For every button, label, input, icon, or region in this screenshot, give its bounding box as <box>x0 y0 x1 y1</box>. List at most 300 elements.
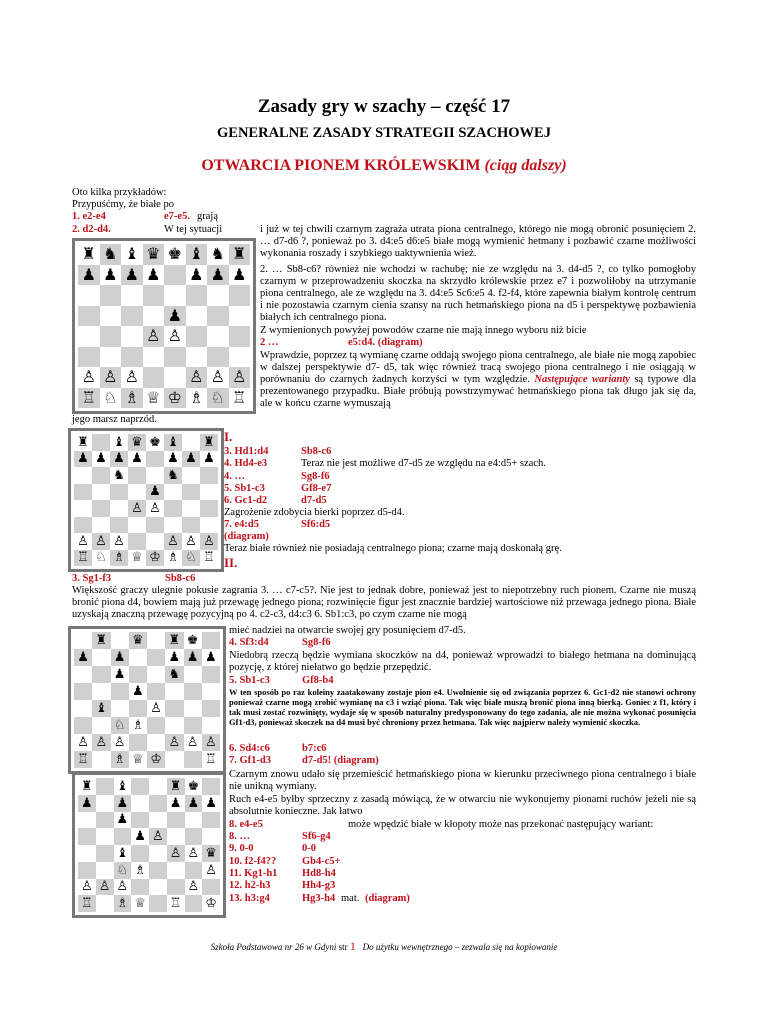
board-square <box>100 326 122 347</box>
white-pawn-icon: ♙ <box>81 367 96 387</box>
variant-2-line-black: Hg3-h4 <box>302 892 336 904</box>
white-pawn-icon: ♙ <box>77 735 89 750</box>
white-pawn-icon: ♙ <box>205 862 217 878</box>
board-square <box>78 879 96 896</box>
black-bishop-icon: ♝ <box>167 434 179 450</box>
board-square <box>167 778 185 795</box>
variant-2-line-white: 8. … <box>229 831 250 842</box>
black-bishop-icon: ♝ <box>116 845 129 861</box>
board-square <box>128 550 146 567</box>
board-square <box>186 265 208 286</box>
board-square <box>149 778 167 795</box>
white-pawn-icon: ♙ <box>116 879 129 895</box>
board-square <box>167 795 185 812</box>
white-pawn-icon: ♙ <box>232 367 247 387</box>
board-square <box>165 666 183 683</box>
white-queen-icon: ♕ <box>132 752 144 767</box>
board-square <box>167 845 185 862</box>
board-square <box>182 533 200 550</box>
black-king-icon: ♚ <box>187 778 200 794</box>
board-square <box>207 326 229 347</box>
board-square <box>111 649 129 666</box>
board-square <box>143 347 165 368</box>
board-square <box>114 828 132 845</box>
board-square <box>110 550 128 567</box>
variant-2-line-row <box>229 867 336 880</box>
board-square <box>202 895 220 912</box>
white-pawn-icon: ♙ <box>187 845 200 861</box>
board-square <box>184 649 202 666</box>
board-square <box>164 388 186 409</box>
white-king-icon: ♔ <box>150 752 162 767</box>
board-square <box>92 533 110 550</box>
white-pawn-icon: ♙ <box>146 326 161 346</box>
board-square <box>111 632 129 649</box>
variant-1-move-row <box>224 470 330 483</box>
board-square <box>121 306 143 327</box>
variant-2-line-row <box>229 880 336 892</box>
board-square <box>74 451 92 468</box>
board-square <box>149 862 167 879</box>
board-square <box>167 879 185 896</box>
white-pawn-icon: ♙ <box>113 735 126 750</box>
board-square <box>78 326 100 347</box>
board-square <box>164 517 182 534</box>
board-square <box>78 347 100 368</box>
board-square <box>74 550 92 567</box>
black-pawn-icon: ♟ <box>168 650 181 665</box>
board-square <box>92 451 110 468</box>
board-square <box>146 500 164 517</box>
black-rook-icon: ♜ <box>169 778 182 794</box>
board-square <box>207 285 229 306</box>
board-square <box>167 812 185 829</box>
board-square <box>100 244 122 265</box>
board-square <box>96 778 114 795</box>
variant-2-line-white: 12. h2-h3 <box>229 880 271 892</box>
board-square <box>229 244 251 265</box>
variant-2-p8: Ruch e4-e5 byłby sprzeczny z zasadą mówiącą, że w otwarciu nie wykonujemy pionami ruchów jeżeli nie są absolutnie konieczne. Jak łatwo <box>229 794 696 817</box>
move-1 <box>72 211 218 223</box>
variant-2-paragraph-end: mieć nadziei na otwarcie swojej gry posunięciem d7-d5. <box>229 625 466 636</box>
board-square <box>100 388 122 409</box>
black-pawn-icon: ♟ <box>113 451 125 467</box>
board-square <box>143 326 165 347</box>
black-bishop-icon: ♝ <box>124 244 139 264</box>
board-square <box>200 533 218 550</box>
board-square <box>164 306 186 327</box>
board-square <box>100 306 122 327</box>
variant-2-line-row <box>229 892 410 905</box>
chess-diagram-4 <box>72 772 226 918</box>
board-square <box>146 533 164 550</box>
board-square <box>111 734 129 751</box>
variant-2-move-4-black: Sg8-f6 <box>302 637 331 648</box>
board-square <box>186 326 208 347</box>
white-pawn-icon: ♙ <box>203 533 215 549</box>
board-square <box>185 879 203 896</box>
board-square <box>149 895 167 912</box>
variant-1-move-row <box>224 446 332 458</box>
board-square <box>129 666 147 683</box>
page-footer <box>0 940 768 953</box>
board-square <box>131 895 149 912</box>
board-square <box>111 700 129 717</box>
board-square <box>202 751 220 768</box>
board-square <box>184 666 202 683</box>
board-square <box>110 500 128 517</box>
board-square <box>131 778 149 795</box>
white-pawn-icon: ♙ <box>149 500 161 516</box>
white-bishop-icon: ♗ <box>167 550 179 566</box>
board-square <box>96 795 114 812</box>
variant-1-move-7 <box>224 519 331 531</box>
white-pawn-icon: ♙ <box>189 367 204 387</box>
variant-1-move-white: 3. Hd1:d4 <box>224 446 269 457</box>
black-pawn-icon: ♟ <box>187 795 200 811</box>
board-square <box>74 500 92 517</box>
board-square <box>128 484 146 501</box>
board-square <box>207 265 229 286</box>
black-pawn-icon: ♟ <box>149 484 161 500</box>
board-square <box>164 550 182 567</box>
board-square <box>74 632 92 649</box>
variant-2-label: II. <box>224 555 238 570</box>
board-square <box>74 700 92 717</box>
board-square <box>78 795 96 812</box>
chess-diagram-1 <box>72 238 256 414</box>
paragraph-1: i już w tej chwili czarnym zagraża utrata piona centralnego, którego nie mogą obronić posunięciem 2. … d7-d6 ?, ponieważ po 3. d4:e5 d6:e5 białe mogą wymienić hetmany i pozbawić czarne możliwości wykonania roszady i szybkiego uaktywnienia wież. <box>260 224 696 259</box>
variant-2-line-black: Hh4-g3 <box>302 880 336 892</box>
board-square <box>146 517 164 534</box>
variant-1-label: I. <box>224 429 233 444</box>
board-square <box>121 285 143 306</box>
board-square <box>229 306 251 327</box>
board-square <box>100 285 122 306</box>
black-pawn-icon: ♟ <box>77 451 89 467</box>
board-square <box>147 751 165 768</box>
board-square <box>186 244 208 265</box>
move-2b-white: 2 … <box>260 337 279 348</box>
board-square <box>114 862 132 879</box>
board-square <box>74 533 92 550</box>
board-square <box>121 347 143 368</box>
board-square <box>200 517 218 534</box>
board-square <box>96 812 114 829</box>
black-pawn-icon: ♟ <box>189 264 204 284</box>
black-rook-icon: ♜ <box>232 244 247 264</box>
board-square <box>131 862 149 879</box>
paragraph-4-last: jego marsz naprzód. <box>72 414 157 425</box>
black-pawn-icon: ♟ <box>81 795 93 811</box>
board-square <box>131 828 149 845</box>
black-queen-icon: ♛ <box>131 434 143 450</box>
board-square <box>129 649 147 666</box>
white-pawn-icon: ♙ <box>150 701 162 716</box>
board-square <box>164 367 186 388</box>
footer-page-number: 1 <box>349 939 356 953</box>
board-square <box>147 649 165 666</box>
board-square <box>131 879 149 896</box>
board-square <box>100 347 122 368</box>
white-pawn-icon: ♙ <box>167 533 179 549</box>
board-square <box>229 347 251 368</box>
white-pawn-icon: ♙ <box>187 879 200 895</box>
white-bishop-icon: ♗ <box>132 718 144 733</box>
board-square <box>110 533 128 550</box>
board-square <box>186 347 208 368</box>
variant-2-move-3-black: Sb8-c6 <box>165 573 196 584</box>
move-1-black: e7-e5. <box>164 211 190 222</box>
white-pawn-icon: ♙ <box>131 500 143 516</box>
board-square <box>184 751 202 768</box>
variant-1-move-white: 5. Sb1-c3 <box>224 482 265 494</box>
board-square <box>128 451 146 468</box>
board-square <box>202 666 220 683</box>
paragraph-3: Z wymienionych powyżej powodów czarne nie mają innego wyboru niż bicie <box>260 325 587 336</box>
board-square <box>207 388 229 409</box>
board-square <box>92 649 110 666</box>
board-square <box>114 895 132 912</box>
variant-2-move-5-black: Gf8-b4 <box>302 675 334 686</box>
board-square <box>182 434 200 451</box>
board-square <box>202 683 220 700</box>
board-square <box>78 828 96 845</box>
black-pawn-icon: ♟ <box>185 451 197 467</box>
board-square <box>129 700 147 717</box>
white-pawn-icon: ♙ <box>210 367 225 387</box>
variant-1-move-black: d7-d5 <box>301 495 327 507</box>
board-square <box>143 244 165 265</box>
variant-2-move-6-white: 6. Sd4:c6 <box>229 743 270 754</box>
board-square <box>182 484 200 501</box>
board-square <box>202 795 220 812</box>
move-1-white: 1. e2-e4 <box>72 211 106 222</box>
black-pawn-icon: ♟ <box>232 264 247 284</box>
board-square <box>121 388 143 409</box>
variant-2-line-tail: mat. <box>341 892 360 904</box>
white-knight-icon: ♘ <box>116 862 129 878</box>
board-square <box>143 265 165 286</box>
board-square <box>78 862 96 879</box>
white-pawn-icon: ♙ <box>81 879 93 895</box>
board-square <box>131 845 149 862</box>
board-square <box>164 285 186 306</box>
board-square <box>182 467 200 484</box>
board-square <box>202 812 220 829</box>
paragraph-4-main: Wprawdzie, poprzez tą wymianę czarne oddają swojego piona centralnego, ale białe nie mogą zapobiec w dalszej perspektywie d7- d5, tak więc również tracą swojego piona centralnego i nie osiągają w porównaniu do czarnych żadnych korzyści w tym względzie. <box>260 350 696 385</box>
board-square <box>110 517 128 534</box>
board-square <box>147 717 165 734</box>
board-square <box>74 751 92 768</box>
white-knight-icon: ♘ <box>185 550 197 566</box>
white-rook-icon: ♖ <box>77 550 89 566</box>
section-title-main: OTWARCIA PIONEM KRÓLEWSKIM <box>201 157 481 174</box>
board-square <box>92 683 110 700</box>
board-square <box>229 388 251 409</box>
board-square <box>114 845 132 862</box>
board-square <box>202 778 220 795</box>
white-pawn-icon: ♙ <box>152 829 164 845</box>
board-square <box>92 434 110 451</box>
board-square <box>78 306 100 327</box>
board-square <box>165 717 183 734</box>
chess-diagram-3 <box>68 626 226 774</box>
variant-1-note: Zagrożenie zdobycia bierki poprzez d5-d4. <box>224 507 405 518</box>
black-pawn-icon: ♟ <box>116 795 129 811</box>
board-square <box>92 467 110 484</box>
black-pawn-icon: ♟ <box>167 451 179 467</box>
variant-2-line-black: 0-0 <box>302 843 316 855</box>
black-pawn-icon: ♟ <box>169 795 182 811</box>
board-square <box>184 700 202 717</box>
board-square <box>121 265 143 286</box>
black-pawn-icon: ♟ <box>210 264 225 284</box>
white-rook-icon: ♖ <box>203 550 215 566</box>
black-pawn-icon: ♟ <box>167 305 182 325</box>
board-square <box>149 795 167 812</box>
white-rook-icon: ♖ <box>169 896 182 912</box>
paragraph-4-red: Następujące warianty <box>534 374 630 385</box>
variant-2-line-black: Hd8-h4 <box>302 867 336 879</box>
black-rook-icon: ♜ <box>81 778 93 794</box>
move-2-white: 2. d2-d4. <box>72 224 111 235</box>
board-square <box>202 717 220 734</box>
white-king-icon: ♔ <box>149 550 161 566</box>
board-square <box>200 484 218 501</box>
board-square <box>149 879 167 896</box>
white-rook-icon: ♖ <box>77 752 89 767</box>
board-square <box>165 683 183 700</box>
board-square <box>202 845 220 862</box>
board-square <box>202 700 220 717</box>
variant-1-move-black: Gf8-e7 <box>301 482 332 494</box>
footer-str: str <box>338 942 348 952</box>
board-square <box>184 683 202 700</box>
black-rook-icon: ♜ <box>77 434 89 450</box>
black-pawn-icon: ♟ <box>77 650 89 665</box>
variant-2-move-6 <box>229 743 327 755</box>
board-square <box>185 778 203 795</box>
board-square <box>74 666 92 683</box>
section-title <box>0 156 768 176</box>
board-square <box>78 778 96 795</box>
white-bishop-icon: ♗ <box>116 896 129 912</box>
paragraph-2: 2. … Sb8-c6? również nie wchodzi w rachubę; nie ze względu na 3. d4-d5 ?, co tylko pomogłoby czarnym w przeprowadzeniu skoczka na skrzydło królewskie przez e7 i pozwoliłoby na utrzymanie piona centralnego, ale ze względu na 3. d4:e5 Sc6:e5 4. f2-f4, które zapewnia białym kontrolę centrum i nie pozostawia czarnym cienia szansy na ruch hetmańskiego piona na d5 i perspektywę pozbawienia białych ich centralnego piona. <box>260 264 696 323</box>
black-king-icon: ♚ <box>167 244 182 264</box>
board-square <box>149 812 167 829</box>
board-square <box>111 751 129 768</box>
board-square <box>121 326 143 347</box>
page-title: Zasady gry w szachy – część 17 <box>257 96 511 117</box>
variant-2-move-8-white: 8. e4-e5 <box>229 819 263 830</box>
white-knight-icon: ♘ <box>113 718 126 733</box>
board-square <box>164 533 182 550</box>
white-rook-icon: ♖ <box>81 896 93 912</box>
board-square <box>78 285 100 306</box>
board-square <box>96 895 114 912</box>
board-square <box>78 845 96 862</box>
board-square <box>131 795 149 812</box>
variant-2-move-4-white: 4. Sf3:d4 <box>229 637 269 648</box>
variant-2-move-8-text: może wpędzić białe w kłopoty może nas przekonać następujący wariant: <box>348 819 654 830</box>
board-square <box>92 632 110 649</box>
board-square <box>147 666 165 683</box>
board-square <box>146 451 164 468</box>
board-square <box>129 734 147 751</box>
black-pawn-icon: ♟ <box>116 812 129 828</box>
board-square <box>202 828 220 845</box>
white-rook-icon: ♖ <box>205 752 217 767</box>
variant-2-move-7-black: d7-d5! (diagram) <box>302 755 379 766</box>
white-pawn-icon: ♙ <box>95 735 108 750</box>
board-square <box>110 434 128 451</box>
board-square <box>149 845 167 862</box>
variant-2-move-6-black: b7:c6 <box>302 743 327 754</box>
board-square <box>185 895 203 912</box>
variant-2-move-8 <box>229 819 654 831</box>
board-square <box>185 862 203 879</box>
board-square <box>207 367 229 388</box>
board-square <box>92 666 110 683</box>
black-rook-icon: ♜ <box>168 633 181 648</box>
board-square <box>165 632 183 649</box>
variant-1-move-black: Sg8-f6 <box>301 470 330 482</box>
variant-1-move-7-black: Sf6:d5 <box>301 519 331 530</box>
board-square <box>167 862 185 879</box>
board-square <box>129 683 147 700</box>
variant-2-line-black: Gb4-c5+ <box>302 855 341 867</box>
board-square <box>92 517 110 534</box>
board-square <box>229 326 251 347</box>
variant-1-move-row <box>224 458 546 470</box>
white-rook-icon: ♖ <box>232 387 247 407</box>
white-queen-icon: ♕ <box>131 550 143 566</box>
white-bishop-icon: ♗ <box>113 550 125 566</box>
board-square <box>146 434 164 451</box>
black-pawn-icon: ♟ <box>131 451 143 467</box>
board-square <box>131 812 149 829</box>
board-square <box>92 751 110 768</box>
board-square <box>128 500 146 517</box>
white-queen-icon: ♕ <box>146 387 161 407</box>
black-queen-icon: ♛ <box>205 845 217 861</box>
white-king-icon: ♔ <box>167 387 182 407</box>
black-queen-icon: ♛ <box>132 633 144 648</box>
white-pawn-icon: ♙ <box>98 879 111 895</box>
board-square <box>147 683 165 700</box>
board-square <box>96 879 114 896</box>
black-pawn-icon: ♟ <box>113 667 126 682</box>
black-knight-icon: ♞ <box>168 667 181 682</box>
board-square <box>129 717 147 734</box>
board-square <box>147 700 165 717</box>
board-square <box>146 467 164 484</box>
board-square <box>74 517 92 534</box>
board-square <box>164 467 182 484</box>
board-square <box>128 434 146 451</box>
board-square <box>185 795 203 812</box>
variant-2-move-3 <box>72 573 196 585</box>
board-square <box>202 734 220 751</box>
black-pawn-icon: ♟ <box>205 795 217 811</box>
board-square <box>143 285 165 306</box>
board-square <box>229 265 251 286</box>
white-bishop-icon: ♗ <box>113 752 126 767</box>
board-square <box>78 388 100 409</box>
board-square <box>186 306 208 327</box>
section-title-suffix: (ciąg dalszy) <box>484 157 567 174</box>
